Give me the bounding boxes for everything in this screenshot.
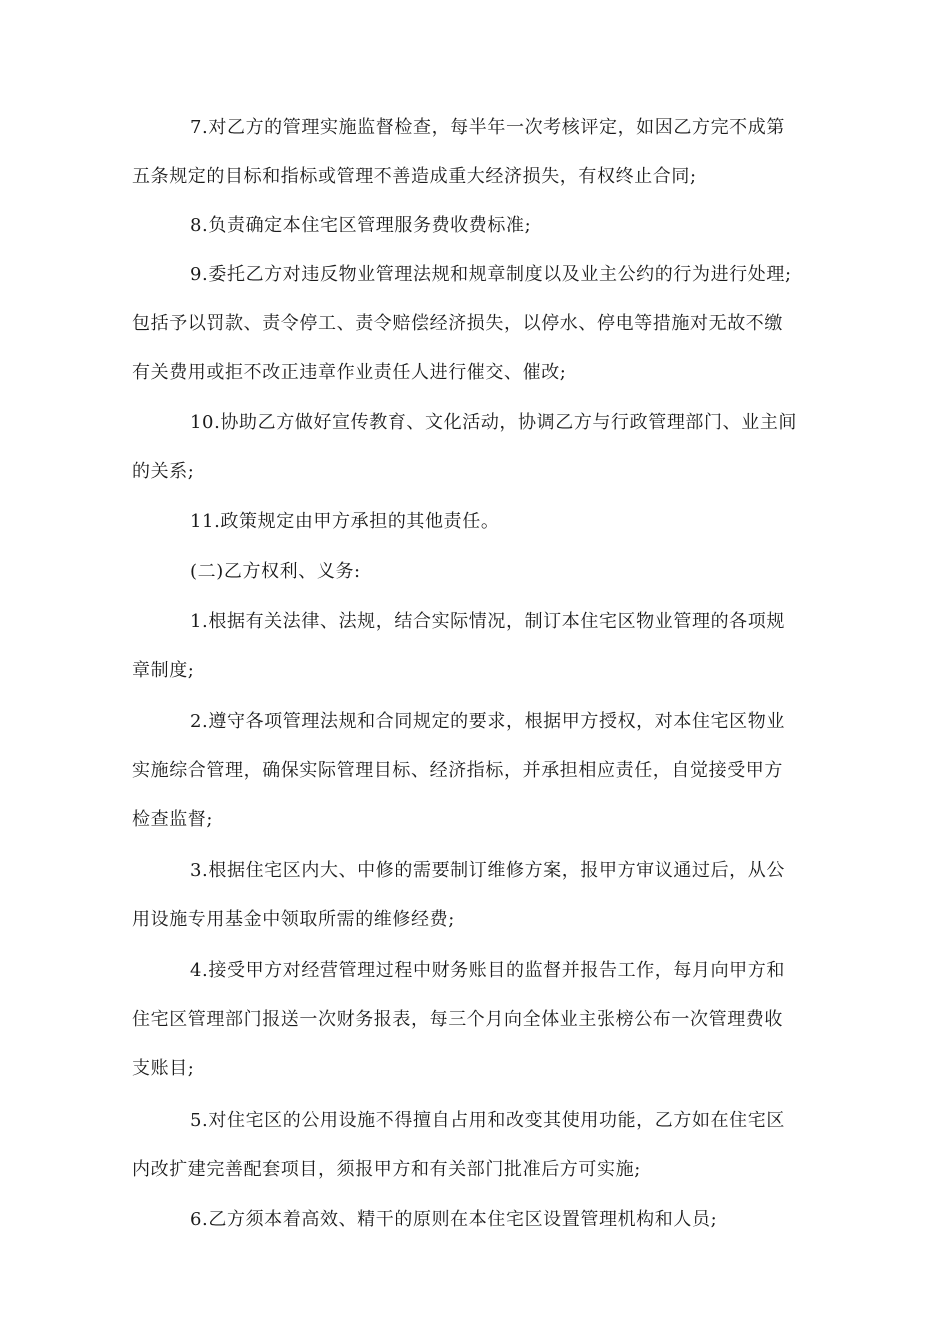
text-line: 7.对乙方的管理实施监督检查，每半年一次考核评定，如因乙方完不成第 [190,117,785,138]
section-heading [132,547,832,596]
paragraph-item-2 [132,697,832,844]
paragraph-item-7 [132,103,832,201]
paragraph-item-4 [132,946,832,1093]
text-line: 包括予以罚款、责令停工、责令赔偿经济损失，以停水、停电等措施对无故不缴 [132,313,783,334]
text-line: 有关费用或拒不改正违章作业责任人进行催交、催改; [132,362,567,383]
paragraph-item-8 [132,201,832,250]
paragraph-item-11 [132,497,832,546]
text-line: 5.对住宅区的公用设施不得擅自占用和改变其使用功能，乙方如在住宅区 [190,1110,785,1131]
paragraph-item-6 [132,1195,832,1244]
text-line: 章制度; [132,660,195,681]
text-line: 4.接受甲方对经营管理过程中财务账目的监督并报告工作，每月向甲方和 [190,960,785,981]
text-line: 9.委托乙方对违反物业管理法规和规章制度以及业主公约的行为进行处理; [190,264,792,285]
text-line: 内改扩建完善配套项目，须报甲方和有关部门批准后方可实施; [132,1159,641,1180]
paragraph-item-9 [132,250,832,397]
paragraph-item-1 [132,597,832,695]
paragraph-item-10 [132,398,832,496]
text-line: 用设施专用基金中领取所需的维修经费; [132,909,455,930]
text-line: 五条规定的目标和指标或管理不善造成重大经济损失，有权终止合同; [132,166,697,187]
text-line: (二)乙方权利、义务: [190,561,361,582]
text-line: 8.负责确定本住宅区管理服务费收费标准; [190,215,532,236]
paragraph-item-3 [132,846,832,944]
text-line: 2.遵守各项管理法规和合同规定的要求，根据甲方授权，对本住宅区物业 [190,711,785,732]
text-line: 住宅区管理部门报送一次财务报表，每三个月向全体业主张榜公布一次管理费收 [132,1009,783,1030]
text-line: 6.乙方须本着高效、精干的原则在本住宅区设置管理机构和人员; [190,1209,718,1230]
text-line: 检查监督; [132,809,214,830]
text-line: 11.政策规定由甲方承担的其他责任。 [190,511,500,532]
text-line: 3.根据住宅区内大、中修的需要制订维修方案，报甲方审议通过后，从公 [190,860,785,881]
text-line: 实施综合管理，确保实际管理目标、经济指标，并承担相应责任，自觉接受甲方 [132,760,783,781]
text-line: 支账目; [132,1058,195,1079]
text-line: 10.协助乙方做好宣传教育、文化活动，协调乙方与行政管理部门、业主间 [190,412,798,433]
paragraph-item-5 [132,1096,832,1194]
text-line: 1.根据有关法律、法规，结合实际情况，制订本住宅区物业管理的各项规 [190,611,785,632]
text-line: 的关系; [132,461,195,482]
